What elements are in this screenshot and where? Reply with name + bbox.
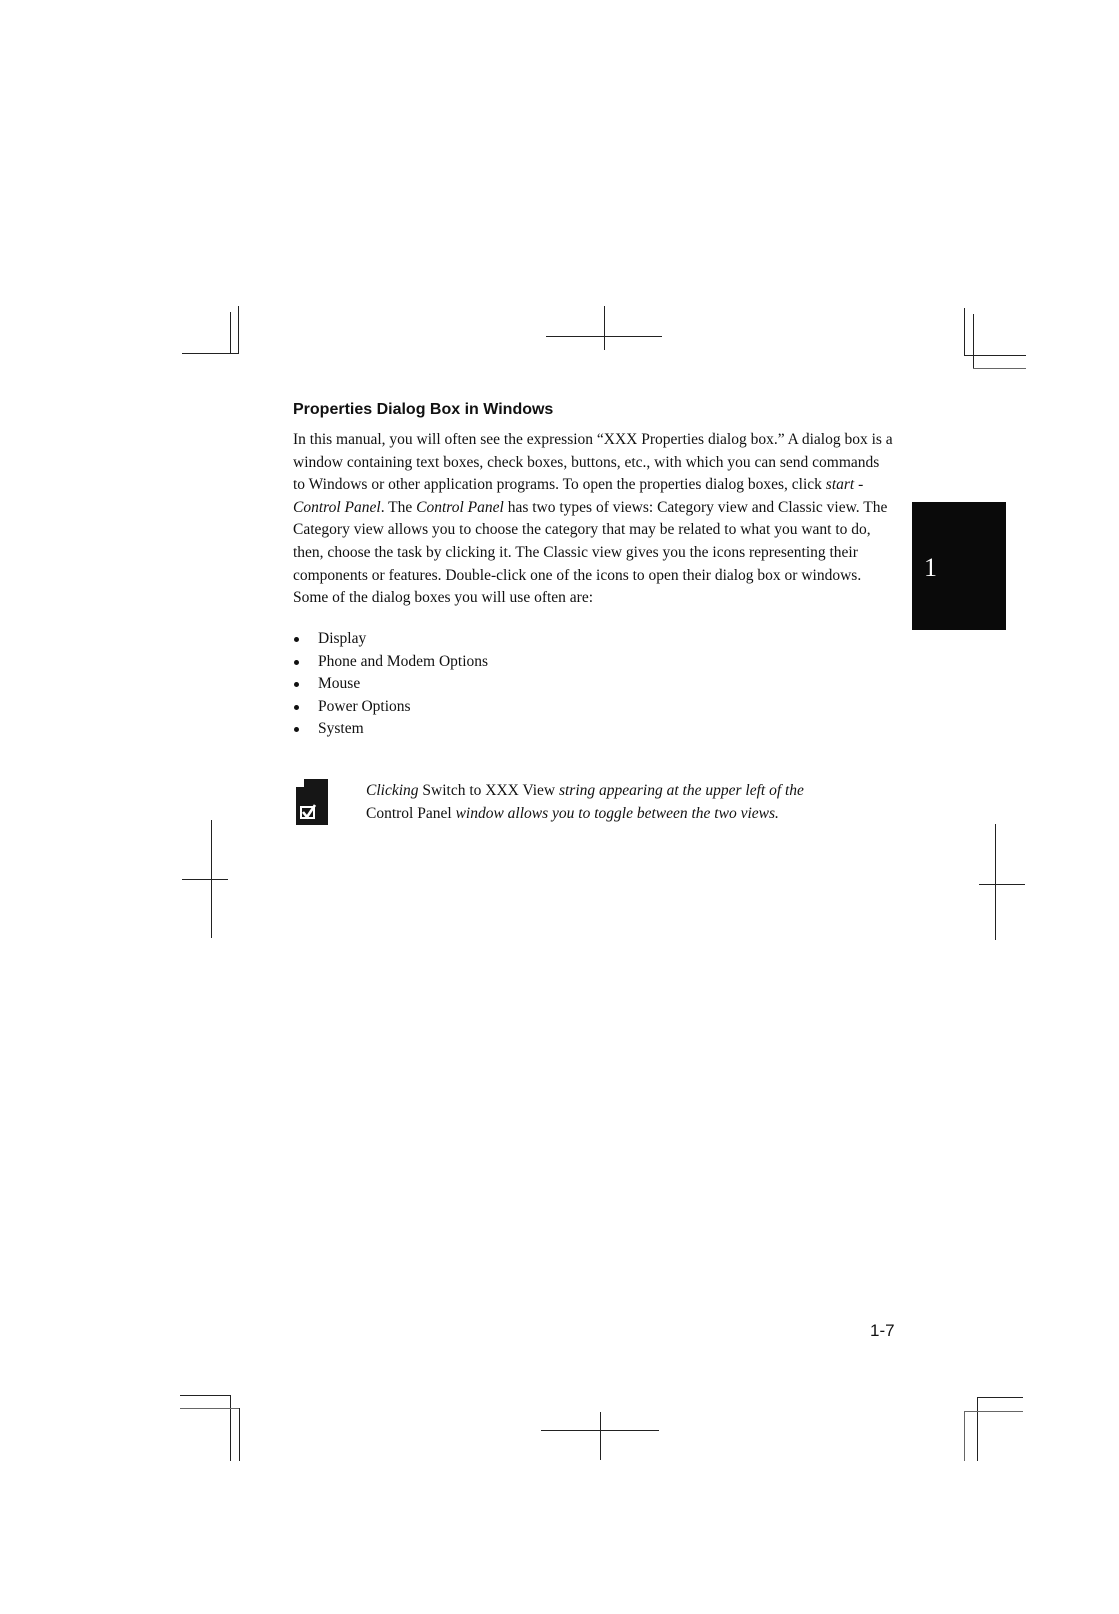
crop-mark (973, 368, 1026, 369)
registration-mark (182, 879, 228, 880)
list-item: System (293, 718, 488, 741)
crop-mark (230, 1395, 231, 1461)
paragraph-text: . The (380, 498, 417, 516)
crop-mark (230, 312, 231, 354)
paragraph-italic-control-panel: Control Panel (416, 498, 504, 516)
note-italic: Clicking (366, 782, 419, 799)
section-heading: Properties Dialog Box in Windows (293, 401, 554, 418)
list-item: Power Options (293, 696, 488, 719)
registration-mark (600, 1412, 601, 1460)
chapter-number: 1 (924, 553, 937, 582)
crop-mark (964, 355, 1026, 356)
list-item: Phone and Modem Options (293, 651, 488, 674)
registration-mark (979, 884, 1025, 885)
checkmark-note-icon (296, 779, 328, 825)
crop-mark (964, 1411, 1023, 1412)
note-text (366, 780, 886, 825)
crop-mark (180, 1408, 239, 1409)
crop-mark (977, 1397, 978, 1461)
crop-mark (964, 1411, 965, 1461)
crop-mark (180, 1395, 230, 1396)
dialog-box-list (293, 628, 488, 741)
chapter-tab (912, 502, 1006, 630)
crop-mark (977, 1397, 1023, 1398)
crop-mark (239, 1408, 240, 1461)
list-item: Display (293, 628, 488, 651)
body-paragraph (293, 429, 893, 610)
paragraph-italic-start-control-panel: start - Control Panel (293, 476, 864, 516)
note-command: Control Panel (366, 804, 456, 822)
paragraph-text: has two types of views: Category view and Classic view. The Category view allows you to choose the category that may be related to what you want to do, then, choose the task by clicking it. The Classic view gives you the icons representing their components or features. Double-click one of the icons to open their dialog box or windows. Some of the dialog boxes you will use often are: (293, 498, 888, 607)
page-number: 1-7 (870, 1321, 895, 1340)
note-command: Switch to XXX View (418, 782, 559, 799)
paragraph-text: In this manual, you will often see the expression “XXX Properties dialog box.” A dialog box is a window containing text boxes, check boxes, buttons, etc., with which you can send commands to Windows or other application programs. To open the properties dialog boxes, click (293, 431, 893, 494)
list-item: Mouse (293, 673, 488, 696)
registration-mark (995, 824, 996, 940)
note-italic: string appearing at the upper left of the (558, 782, 804, 799)
crop-mark (973, 314, 974, 368)
registration-mark (604, 306, 605, 350)
checkmark-icon (300, 803, 318, 821)
crop-mark (238, 306, 239, 354)
crop-mark (182, 353, 238, 354)
crop-mark (964, 308, 965, 356)
note-italic: window allows you to toggle between the two views. (455, 804, 779, 822)
